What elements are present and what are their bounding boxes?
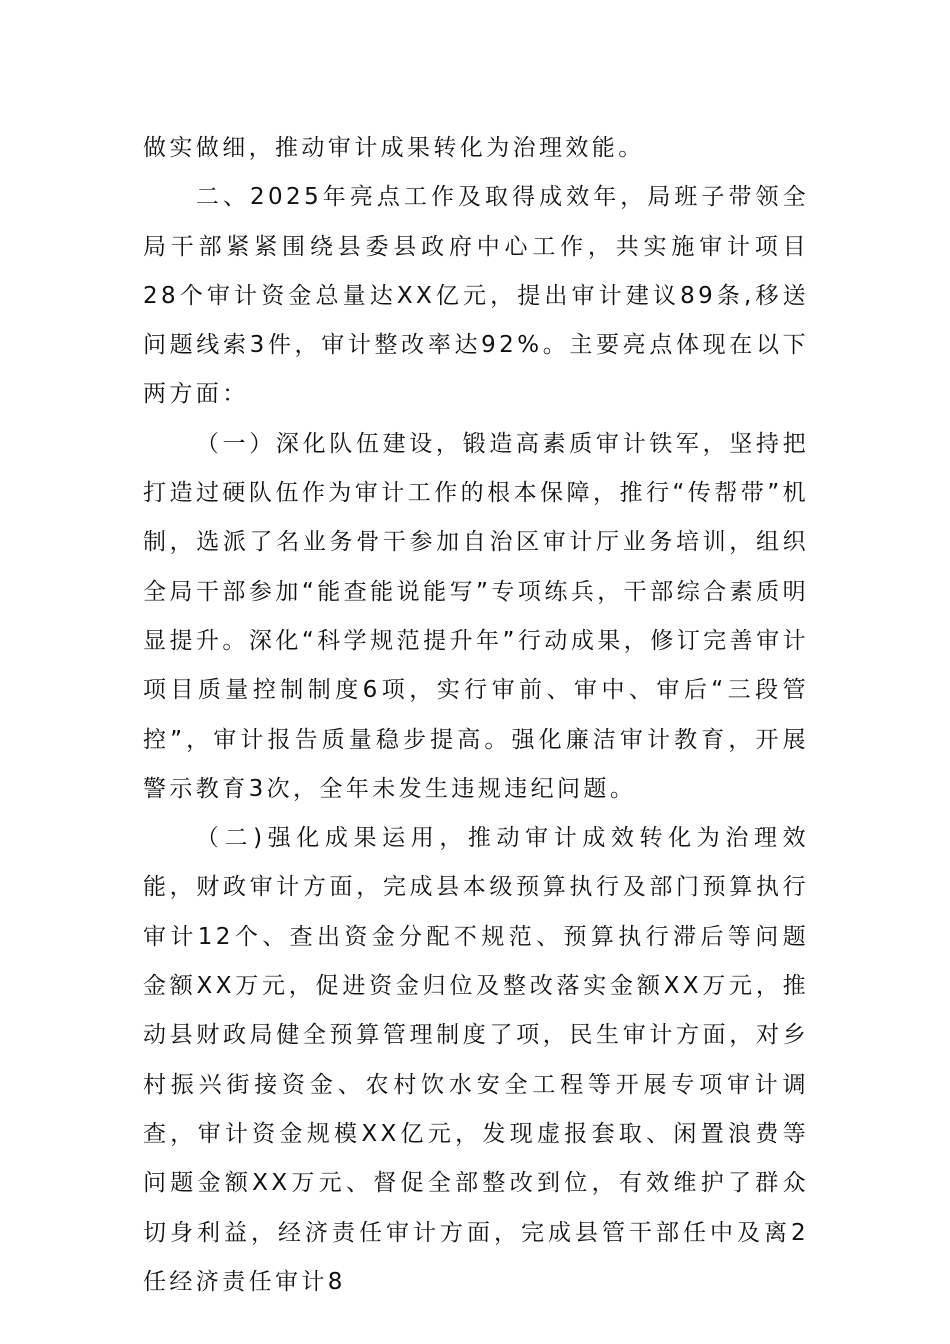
paragraph-section-two-highlights: 二、2025年亮点工作及取得成效年，局班子带领全局干部紧紧围绕县委县政府中心工作，共实施审计项目28个审计资金总量达XX亿元，提出审计建议89条,移送问题线索3件，审计整改率达92%。主要亮点体现在以下两方面： bbox=[143, 184, 809, 408]
paragraph-team-building: （一）深化队伍建设，锻造高素质审计铁军，坚持把打造过硬队伍作为审计工作的根本保障，推行“传帮带”机制，选派了名业务骨干参加自治区审计厅业务培训，组织全局干部参加“能查能说能写”专项练兵，干部综合素质明显提升。深化“科学规范提升年”行动成果，修订完善审计项目质量控制制度6项，实行审前、审中、审后“三段管控”，审计报告质量稳步提高。强化廉洁审计教育，开展警示教育3次，全年未发生违规违纪问题。 bbox=[143, 430, 809, 802]
paragraph-results-application: （二)强化成果运用，推动审计成效转化为治理效能，财政审计方面，完成县本级预算执行及部门预算执行审计12个、查出资金分配不规范、预算执行滞后等问题金额XX万元，促进资金归位及整改落实金额XX万元，推动县财政局健全预算管理制度了项，民生审计方面，对乡村振兴街接资金、农村饮水安全工程等开展专项审计调查，审计资金规模XX亿元，发现虚报套取、闲置浪费等问题金额XX万元、督促全部整改到位，有效维护了群众切身利益，经济责任审计方面，完成县管干部任中及离2任经济责任审计8 bbox=[143, 825, 809, 1295]
document-page bbox=[143, 124, 809, 1307]
paragraph-continuation: 做实做细，推动审计成果转化为治理效能。 bbox=[143, 135, 645, 161]
